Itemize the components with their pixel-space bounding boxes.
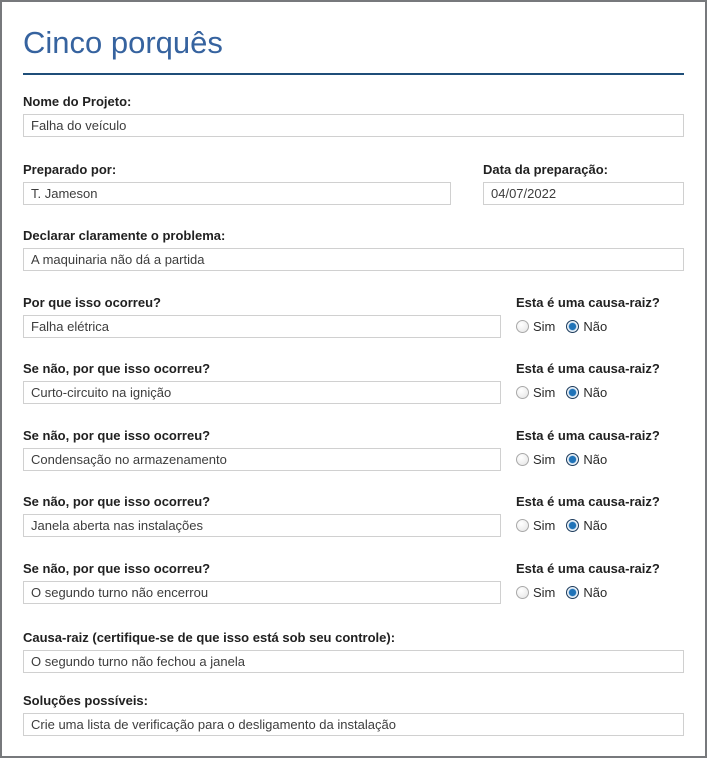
radio-nao-label: Não (583, 518, 608, 533)
why-row-3 (23, 429, 684, 471)
why-row-1 (23, 296, 684, 338)
why-3-label: Se não, por que isso ocorreu? (23, 428, 211, 443)
why-4-radio-group (516, 518, 684, 533)
root-cause-question-label: Esta é uma causa-raiz? (516, 428, 660, 443)
why-4-input[interactable] (23, 514, 501, 537)
title-divider (23, 73, 684, 75)
why-2-input[interactable] (23, 381, 501, 404)
radio-unselected-icon[interactable] (516, 386, 529, 399)
radio-unselected-icon[interactable] (516, 519, 529, 532)
problem-input[interactable] (23, 248, 684, 271)
project-name-label: Nome do Projeto: (23, 94, 132, 109)
radio-nao-label: Não (583, 452, 608, 467)
radio-sim-label: Sim (533, 319, 556, 334)
prepared-by-input[interactable] (23, 182, 451, 205)
prepared-by-field (23, 163, 451, 205)
why-1-input[interactable] (23, 315, 501, 338)
radio-unselected-icon[interactable] (516, 586, 529, 599)
why-5-field (23, 562, 501, 604)
radio-sim-label: Sim (533, 385, 556, 400)
solutions-label: Soluções possíveis: (23, 693, 148, 708)
prep-date-input[interactable] (483, 182, 684, 205)
why-3-field (23, 429, 501, 471)
radio-selected-icon[interactable] (566, 386, 579, 399)
root-cause-label: Causa-raiz (certifique-se de que isso está sob seu controle): (23, 630, 396, 645)
radio-unselected-icon[interactable] (516, 320, 529, 333)
why-2-radio-option-nao[interactable] (566, 385, 607, 400)
why-1-label: Por que isso ocorreu? (23, 295, 161, 310)
radio-nao-label: Não (583, 319, 608, 334)
why-4-label: Se não, por que isso ocorreu? (23, 494, 211, 509)
project-name-input[interactable] (23, 114, 684, 137)
why-4-field (23, 495, 501, 537)
why-4-radio-option-nao[interactable] (566, 518, 607, 533)
prep-date-field (483, 163, 684, 205)
why-5-radio-group (516, 585, 684, 600)
why-2-field (23, 362, 501, 404)
why-3-radio-group (516, 452, 684, 467)
why-2-label: Se não, por que isso ocorreu? (23, 361, 211, 376)
section-root-cause (23, 631, 684, 673)
why-row-4 (23, 495, 684, 537)
prep-date-label: Data da preparação: (483, 162, 608, 177)
why-1-radio-option-nao[interactable] (566, 319, 607, 334)
why-2-root-cause-question (516, 362, 684, 404)
radio-unselected-icon[interactable] (516, 453, 529, 466)
why-3-radio-option-sim[interactable] (516, 452, 555, 467)
why-5-root-cause-question (516, 562, 684, 604)
radio-sim-label: Sim (533, 518, 556, 533)
section-project-name (23, 95, 684, 137)
why-4-radio-option-sim[interactable] (516, 518, 555, 533)
section-problem (23, 229, 684, 271)
radio-sim-label: Sim (533, 585, 556, 600)
radio-selected-icon[interactable] (566, 320, 579, 333)
why-4-root-cause-question (516, 495, 684, 537)
root-cause-question-label: Esta é uma causa-raiz? (516, 295, 660, 310)
section-prepared-row (23, 163, 684, 205)
why-2-radio-group (516, 385, 684, 400)
root-cause-question-label: Esta é uma causa-raiz? (516, 494, 660, 509)
root-cause-question-label: Esta é uma causa-raiz? (516, 561, 660, 576)
root-cause-question-label: Esta é uma causa-raiz? (516, 361, 660, 376)
why-5-label: Se não, por que isso ocorreu? (23, 561, 211, 576)
page-title: Cinco porquês (23, 25, 223, 60)
why-1-field (23, 296, 501, 338)
why-1-radio-group (516, 319, 684, 334)
why-3-radio-option-nao[interactable] (566, 452, 607, 467)
radio-selected-icon[interactable] (566, 519, 579, 532)
problem-label: Declarar claramente o problema: (23, 228, 226, 243)
why-5-radio-option-nao[interactable] (566, 585, 607, 600)
why-1-root-cause-question (516, 296, 684, 338)
why-3-input[interactable] (23, 448, 501, 471)
why-row-2 (23, 362, 684, 404)
radio-sim-label: Sim (533, 452, 556, 467)
why-row-5 (23, 562, 684, 604)
radio-nao-label: Não (583, 585, 608, 600)
solutions-input[interactable] (23, 713, 684, 736)
root-cause-input[interactable] (23, 650, 684, 673)
prepared-by-label: Preparado por: (23, 162, 117, 177)
why-5-radio-option-sim[interactable] (516, 585, 555, 600)
why-5-input[interactable] (23, 581, 501, 604)
section-solutions (23, 694, 684, 736)
why-1-radio-option-sim[interactable] (516, 319, 555, 334)
radio-selected-icon[interactable] (566, 586, 579, 599)
why-2-radio-option-sim[interactable] (516, 385, 555, 400)
radio-nao-label: Não (583, 385, 608, 400)
radio-selected-icon[interactable] (566, 453, 579, 466)
why-3-root-cause-question (516, 429, 684, 471)
